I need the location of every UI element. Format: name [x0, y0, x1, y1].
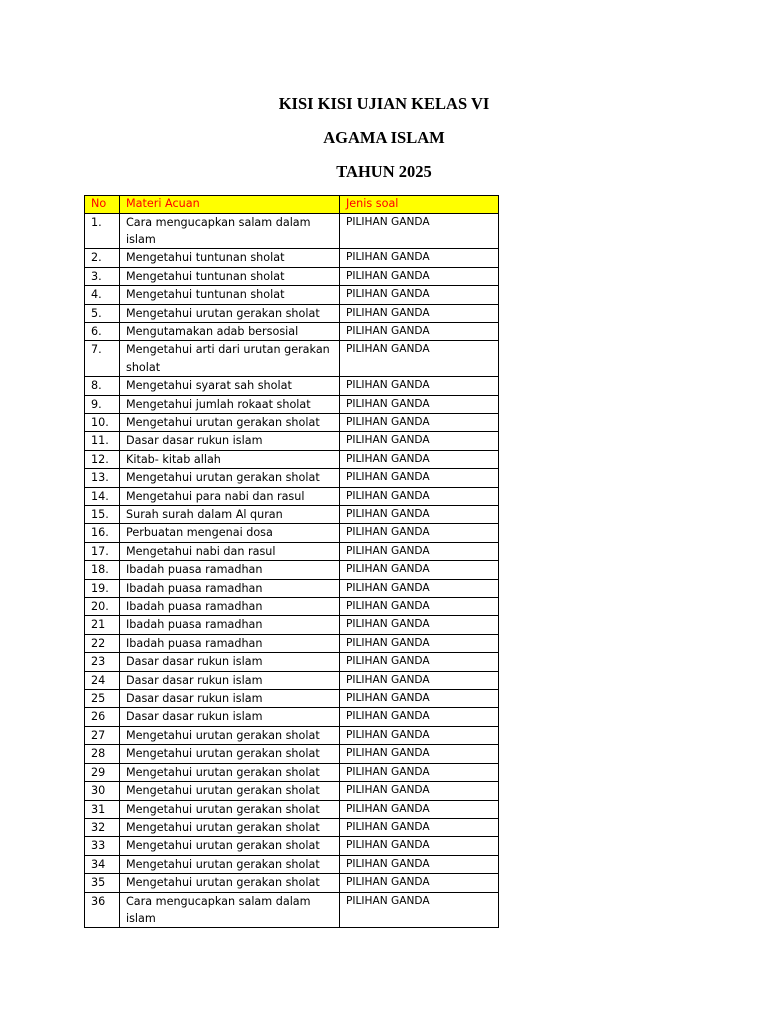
- cell-jenis: PILIHAN GANDA: [340, 892, 499, 928]
- cell-materi: Mengetahui nabi dan rasul: [120, 542, 340, 560]
- table-row: [85, 745, 499, 763]
- table-row: [85, 249, 499, 267]
- cell-jenis: PILIHAN GANDA: [340, 267, 499, 285]
- column-header-materi: Materi Acuan: [120, 196, 340, 214]
- table-row: [85, 524, 499, 542]
- cell-no: 21: [85, 616, 120, 634]
- cell-no: 11.: [85, 432, 120, 450]
- table-row: [85, 579, 499, 597]
- cell-materi: Mengetahui tuntunan sholat: [120, 249, 340, 267]
- cell-no: 4.: [85, 286, 120, 304]
- cell-jenis: PILIHAN GANDA: [340, 598, 499, 616]
- cell-materi: Mengetahui arti dari urutan gerakan sholat: [120, 341, 340, 377]
- kisi-table: [84, 195, 499, 928]
- cell-no: 22: [85, 634, 120, 652]
- cell-materi: Mengetahui urutan gerakan sholat: [120, 763, 340, 781]
- cell-jenis: PILIHAN GANDA: [340, 690, 499, 708]
- cell-jenis: PILIHAN GANDA: [340, 322, 499, 340]
- cell-jenis: PILIHAN GANDA: [340, 377, 499, 395]
- cell-no: 24: [85, 671, 120, 689]
- cell-no: 34: [85, 855, 120, 873]
- table-row: [85, 286, 499, 304]
- cell-no: 2.: [85, 249, 120, 267]
- table-row: [85, 763, 499, 781]
- cell-jenis: PILIHAN GANDA: [340, 726, 499, 744]
- cell-materi: Mengetahui urutan gerakan sholat: [120, 818, 340, 836]
- cell-materi: Dasar dasar rukun islam: [120, 690, 340, 708]
- table-row: [85, 450, 499, 468]
- table-row: [85, 671, 499, 689]
- column-header-jenis: Jenis soal: [340, 196, 499, 214]
- cell-materi: Cara mengucapkan salam dalam islam: [120, 213, 340, 249]
- table-row: [85, 598, 499, 616]
- cell-jenis: PILIHAN GANDA: [340, 249, 499, 267]
- cell-no: 3.: [85, 267, 120, 285]
- table-row: [85, 322, 499, 340]
- cell-no: 27: [85, 726, 120, 744]
- cell-materi: Mengetahui urutan gerakan sholat: [120, 745, 340, 763]
- cell-no: 1.: [85, 213, 120, 249]
- cell-no: 15.: [85, 506, 120, 524]
- table-row: [85, 267, 499, 285]
- cell-jenis: PILIHAN GANDA: [340, 286, 499, 304]
- table-row: [85, 782, 499, 800]
- cell-no: 32: [85, 818, 120, 836]
- cell-jenis: PILIHAN GANDA: [340, 395, 499, 413]
- table-row: [85, 818, 499, 836]
- table-row: [85, 726, 499, 744]
- cell-jenis: PILIHAN GANDA: [340, 653, 499, 671]
- cell-materi: Mengetahui urutan gerakan sholat: [120, 855, 340, 873]
- cell-jenis: PILIHAN GANDA: [340, 469, 499, 487]
- cell-materi: Mengetahui urutan gerakan sholat: [120, 726, 340, 744]
- table-row: [85, 542, 499, 560]
- cell-jenis: PILIHAN GANDA: [340, 413, 499, 431]
- cell-no: 6.: [85, 322, 120, 340]
- document-subject: AGAMA ISLAM: [323, 128, 445, 147]
- cell-jenis: PILIHAN GANDA: [340, 671, 499, 689]
- table-row: [85, 413, 499, 431]
- cell-materi: Dasar dasar rukun islam: [120, 653, 340, 671]
- table-row: [85, 213, 499, 249]
- cell-jenis: PILIHAN GANDA: [340, 782, 499, 800]
- cell-no: 25: [85, 690, 120, 708]
- table-row: [85, 487, 499, 505]
- cell-jenis: PILIHAN GANDA: [340, 561, 499, 579]
- cell-jenis: PILIHAN GANDA: [340, 450, 499, 468]
- cell-no: 20.: [85, 598, 120, 616]
- table-row: [85, 395, 499, 413]
- cell-jenis: PILIHAN GANDA: [340, 579, 499, 597]
- cell-no: 13.: [85, 469, 120, 487]
- table-row: [85, 837, 499, 855]
- table-row: [85, 690, 499, 708]
- cell-materi: Mengetahui urutan gerakan sholat: [120, 304, 340, 322]
- cell-jenis: PILIHAN GANDA: [340, 763, 499, 781]
- cell-no: 26: [85, 708, 120, 726]
- cell-materi: Mengetahui urutan gerakan sholat: [120, 874, 340, 892]
- cell-jenis: PILIHAN GANDA: [340, 432, 499, 450]
- cell-materi: Ibadah puasa ramadhan: [120, 561, 340, 579]
- table-row: [85, 892, 499, 928]
- table-row: [85, 377, 499, 395]
- cell-no: 9.: [85, 395, 120, 413]
- cell-materi: Cara mengucapkan salam dalam islam: [120, 892, 340, 928]
- cell-materi: Dasar dasar rukun islam: [120, 432, 340, 450]
- cell-materi: Perbuatan mengenai dosa: [120, 524, 340, 542]
- cell-no: 5.: [85, 304, 120, 322]
- cell-no: 33: [85, 837, 120, 855]
- cell-jenis: PILIHAN GANDA: [340, 524, 499, 542]
- cell-no: 16.: [85, 524, 120, 542]
- cell-no: 30: [85, 782, 120, 800]
- cell-materi: Dasar dasar rukun islam: [120, 708, 340, 726]
- table-row: [85, 653, 499, 671]
- cell-jenis: PILIHAN GANDA: [340, 213, 499, 249]
- cell-jenis: PILIHAN GANDA: [340, 855, 499, 873]
- table-row: [85, 634, 499, 652]
- cell-no: 14.: [85, 487, 120, 505]
- cell-materi: Ibadah puasa ramadhan: [120, 579, 340, 597]
- cell-jenis: PILIHAN GANDA: [340, 800, 499, 818]
- cell-jenis: PILIHAN GANDA: [340, 487, 499, 505]
- cell-jenis: PILIHAN GANDA: [340, 616, 499, 634]
- cell-materi: Mengetahui urutan gerakan sholat: [120, 837, 340, 855]
- cell-no: 29: [85, 763, 120, 781]
- table-row: [85, 800, 499, 818]
- cell-no: 17.: [85, 542, 120, 560]
- cell-materi: Ibadah puasa ramadhan: [120, 634, 340, 652]
- cell-materi: Ibadah puasa ramadhan: [120, 616, 340, 634]
- cell-materi: Mengetahui para nabi dan rasul: [120, 487, 340, 505]
- table-header-row: [85, 196, 499, 214]
- table-row: [85, 855, 499, 873]
- cell-materi: Mengetahui tuntunan sholat: [120, 267, 340, 285]
- cell-jenis: PILIHAN GANDA: [340, 874, 499, 892]
- table-row: [85, 616, 499, 634]
- cell-jenis: PILIHAN GANDA: [340, 304, 499, 322]
- cell-no: 23: [85, 653, 120, 671]
- cell-jenis: PILIHAN GANDA: [340, 837, 499, 855]
- cell-no: 10.: [85, 413, 120, 431]
- table-row: [85, 432, 499, 450]
- cell-materi: Mengetahui tuntunan sholat: [120, 286, 340, 304]
- cell-jenis: PILIHAN GANDA: [340, 506, 499, 524]
- cell-materi: Mengetahui urutan gerakan sholat: [120, 782, 340, 800]
- cell-no: 35: [85, 874, 120, 892]
- cell-materi: Mengetahui urutan gerakan sholat: [120, 413, 340, 431]
- cell-jenis: PILIHAN GANDA: [340, 745, 499, 763]
- cell-materi: Mengutamakan adab bersosial: [120, 322, 340, 340]
- cell-materi: Mengetahui urutan gerakan sholat: [120, 800, 340, 818]
- table-row: [85, 469, 499, 487]
- cell-no: 36: [85, 892, 120, 928]
- cell-materi: Mengetahui urutan gerakan sholat: [120, 469, 340, 487]
- column-header-no: No: [85, 196, 120, 214]
- cell-materi: Kitab- kitab allah: [120, 450, 340, 468]
- cell-jenis: PILIHAN GANDA: [340, 818, 499, 836]
- table-row: [85, 304, 499, 322]
- cell-jenis: PILIHAN GANDA: [340, 341, 499, 377]
- cell-no: 8.: [85, 377, 120, 395]
- cell-materi: Mengetahui syarat sah sholat: [120, 377, 340, 395]
- cell-jenis: PILIHAN GANDA: [340, 634, 499, 652]
- cell-no: 18.: [85, 561, 120, 579]
- table-row: [85, 506, 499, 524]
- cell-no: 7.: [85, 341, 120, 377]
- cell-materi: Dasar dasar rukun islam: [120, 671, 340, 689]
- cell-jenis: PILIHAN GANDA: [340, 542, 499, 560]
- table-row: [85, 708, 499, 726]
- cell-materi: Surah surah dalam Al quran: [120, 506, 340, 524]
- table-row: [85, 561, 499, 579]
- table-row: [85, 874, 499, 892]
- table-body: [85, 213, 499, 928]
- table-row: [85, 341, 499, 377]
- cell-no: 31: [85, 800, 120, 818]
- document-title: KISI KISI UJIAN KELAS VI: [278, 94, 490, 113]
- cell-jenis: PILIHAN GANDA: [340, 708, 499, 726]
- cell-materi: Mengetahui jumlah rokaat sholat: [120, 395, 340, 413]
- cell-no: 28: [85, 745, 120, 763]
- cell-no: 19.: [85, 579, 120, 597]
- document-year: TAHUN 2025: [336, 162, 432, 181]
- cell-materi: Ibadah puasa ramadhan: [120, 598, 340, 616]
- cell-no: 12.: [85, 450, 120, 468]
